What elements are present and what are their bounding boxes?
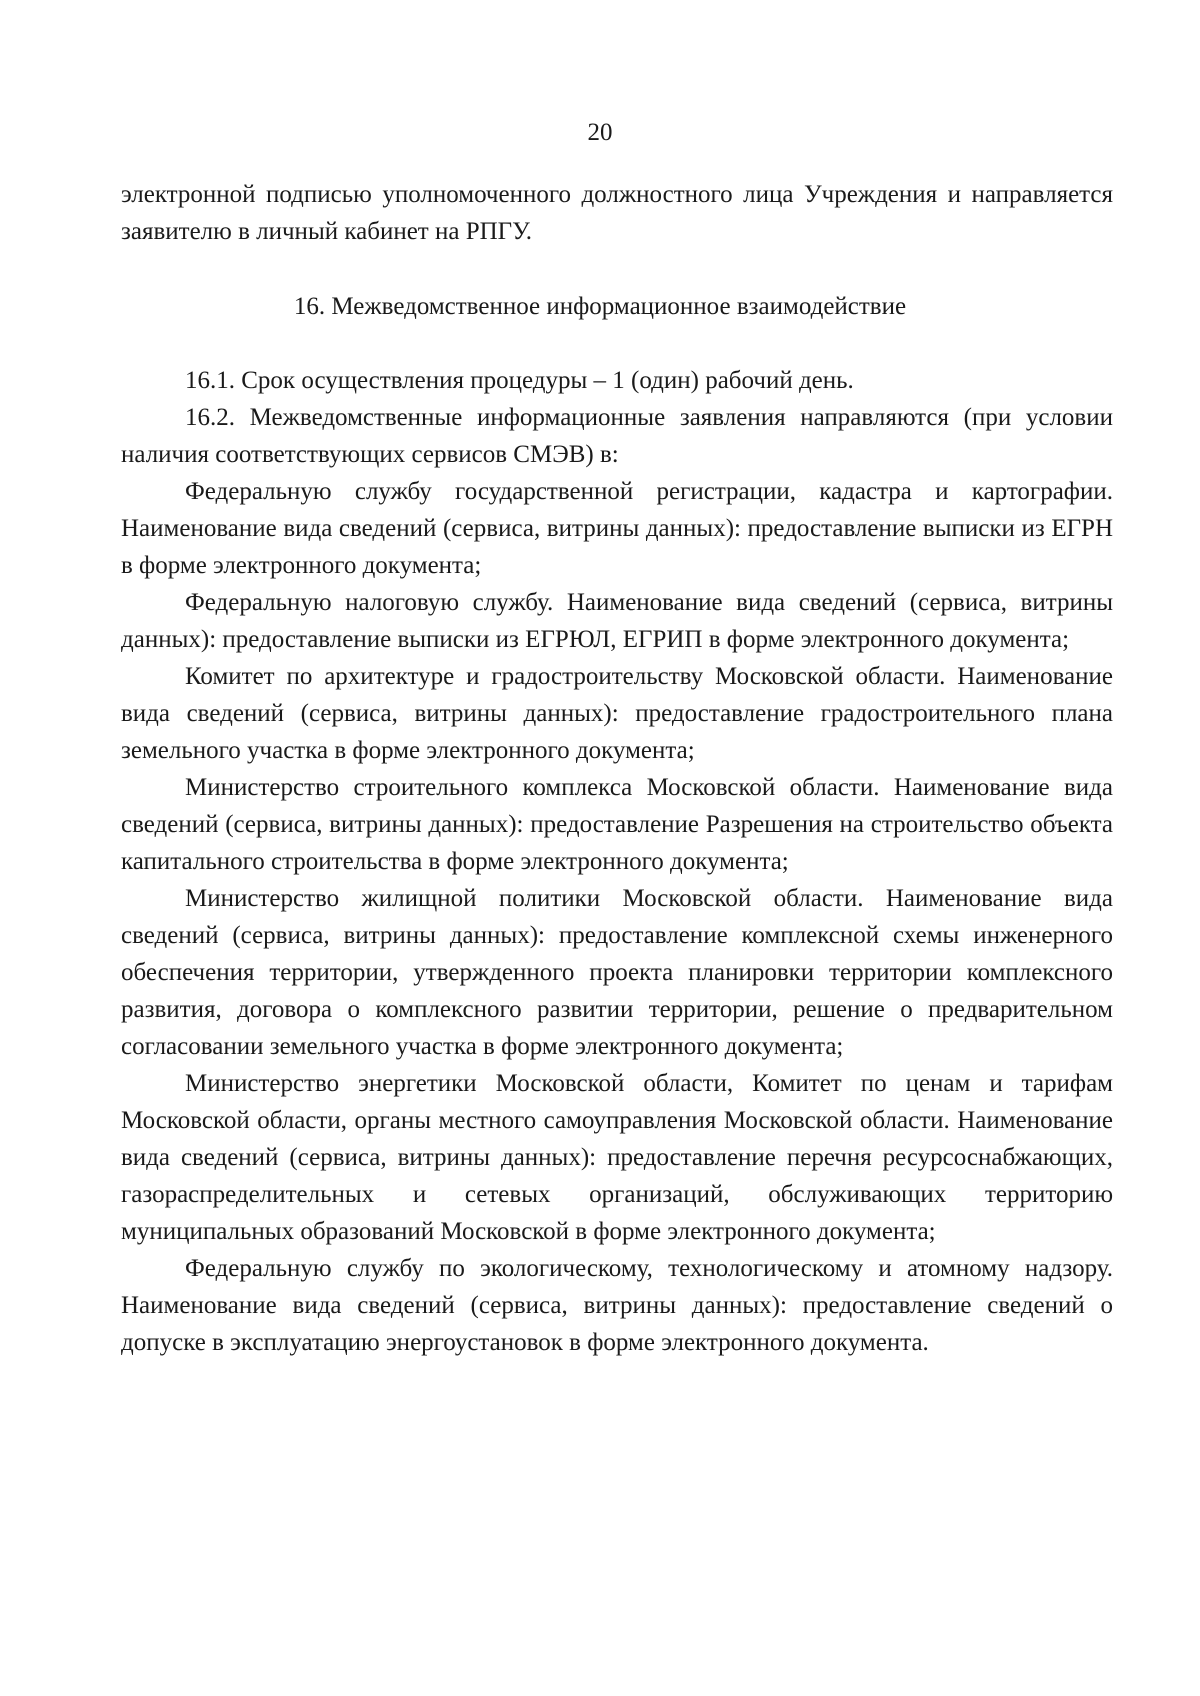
- continuation-paragraph-block: [121, 176, 1113, 250]
- paragraph-architecture-committee: Комитет по архитектуре и градостроительству Московской области. Наименование вида сведений (сервиса, витрины данных): предоставление градостроительного плана земельного участка в форме электронного документа;: [121, 663, 1113, 764]
- page-number: 20: [587, 119, 613, 146]
- paragraph-construction-ministry: Министерство строительного комплекса Московской области. Наименование вида сведений (сервиса, витрины данных): предоставление Разрешения на строительство объекта капитального строительства в форме электронного документа;: [121, 774, 1113, 875]
- section-heading: 16. Межведомственное информационное взаимодействие: [293, 293, 907, 320]
- continuation-paragraph: электронной подписью уполномоченного должностного лица Учреждения и направляется заявителю в личный кабинет на РПГУ.: [121, 181, 1113, 245]
- paragraph-rosreestr: Федеральную службу государственной регистрации, кадастра и картографии. Наименование вида сведений (сервиса, витрины данных): предоставление выписки из ЕГРН в форме электронного документа;: [121, 478, 1113, 579]
- paragraph-16-2: 16.2. Межведомственные информационные заявления направляются (при условии наличия соответствующих сервисов СМЭВ) в:: [121, 404, 1113, 468]
- paragraph-energy-ministry: Министерство энергетики Московской области, Комитет по ценам и тарифам Московской области, органы местного самоуправления Московской области. Наименование вида сведений (сервиса, витрины данных): предоставление перечня ресурсоснабжающих, газораспределительных и сетевых организаций, обслуживающих территорию муниципальных образований Московской в форме электронного документа;: [121, 1070, 1113, 1245]
- paragraph-tax-service: Федеральную налоговую службу. Наименование вида сведений (сервиса, витрины данных): предоставление выписки из ЕГРЮЛ, ЕГРИП в форме электронного документа;: [121, 589, 1113, 653]
- paragraph-16-1: 16.1. Срок осуществления процедуры – 1 (один) рабочий день.: [185, 367, 854, 394]
- paragraph-rostekhnadzor: Федеральную службу по экологическому, технологическому и атомному надзору. Наименование вида сведений (сервиса, витрины данных): предоставление сведений о допуске в эксплуатацию энергоустановок в форме электронного документа.: [121, 1255, 1113, 1356]
- section-body: [121, 362, 1113, 1361]
- paragraph-housing-ministry: Министерство жилищной политики Московской области. Наименование вида сведений (сервиса, витрины данных): предоставление комплексной схемы инженерного обеспечения территории, утвержденного проекта планировки территории комплексного развития, договора о комплексного развитии территории, решение о предварительном согласовании земельного участка в форме электронного документа;: [121, 885, 1113, 1060]
